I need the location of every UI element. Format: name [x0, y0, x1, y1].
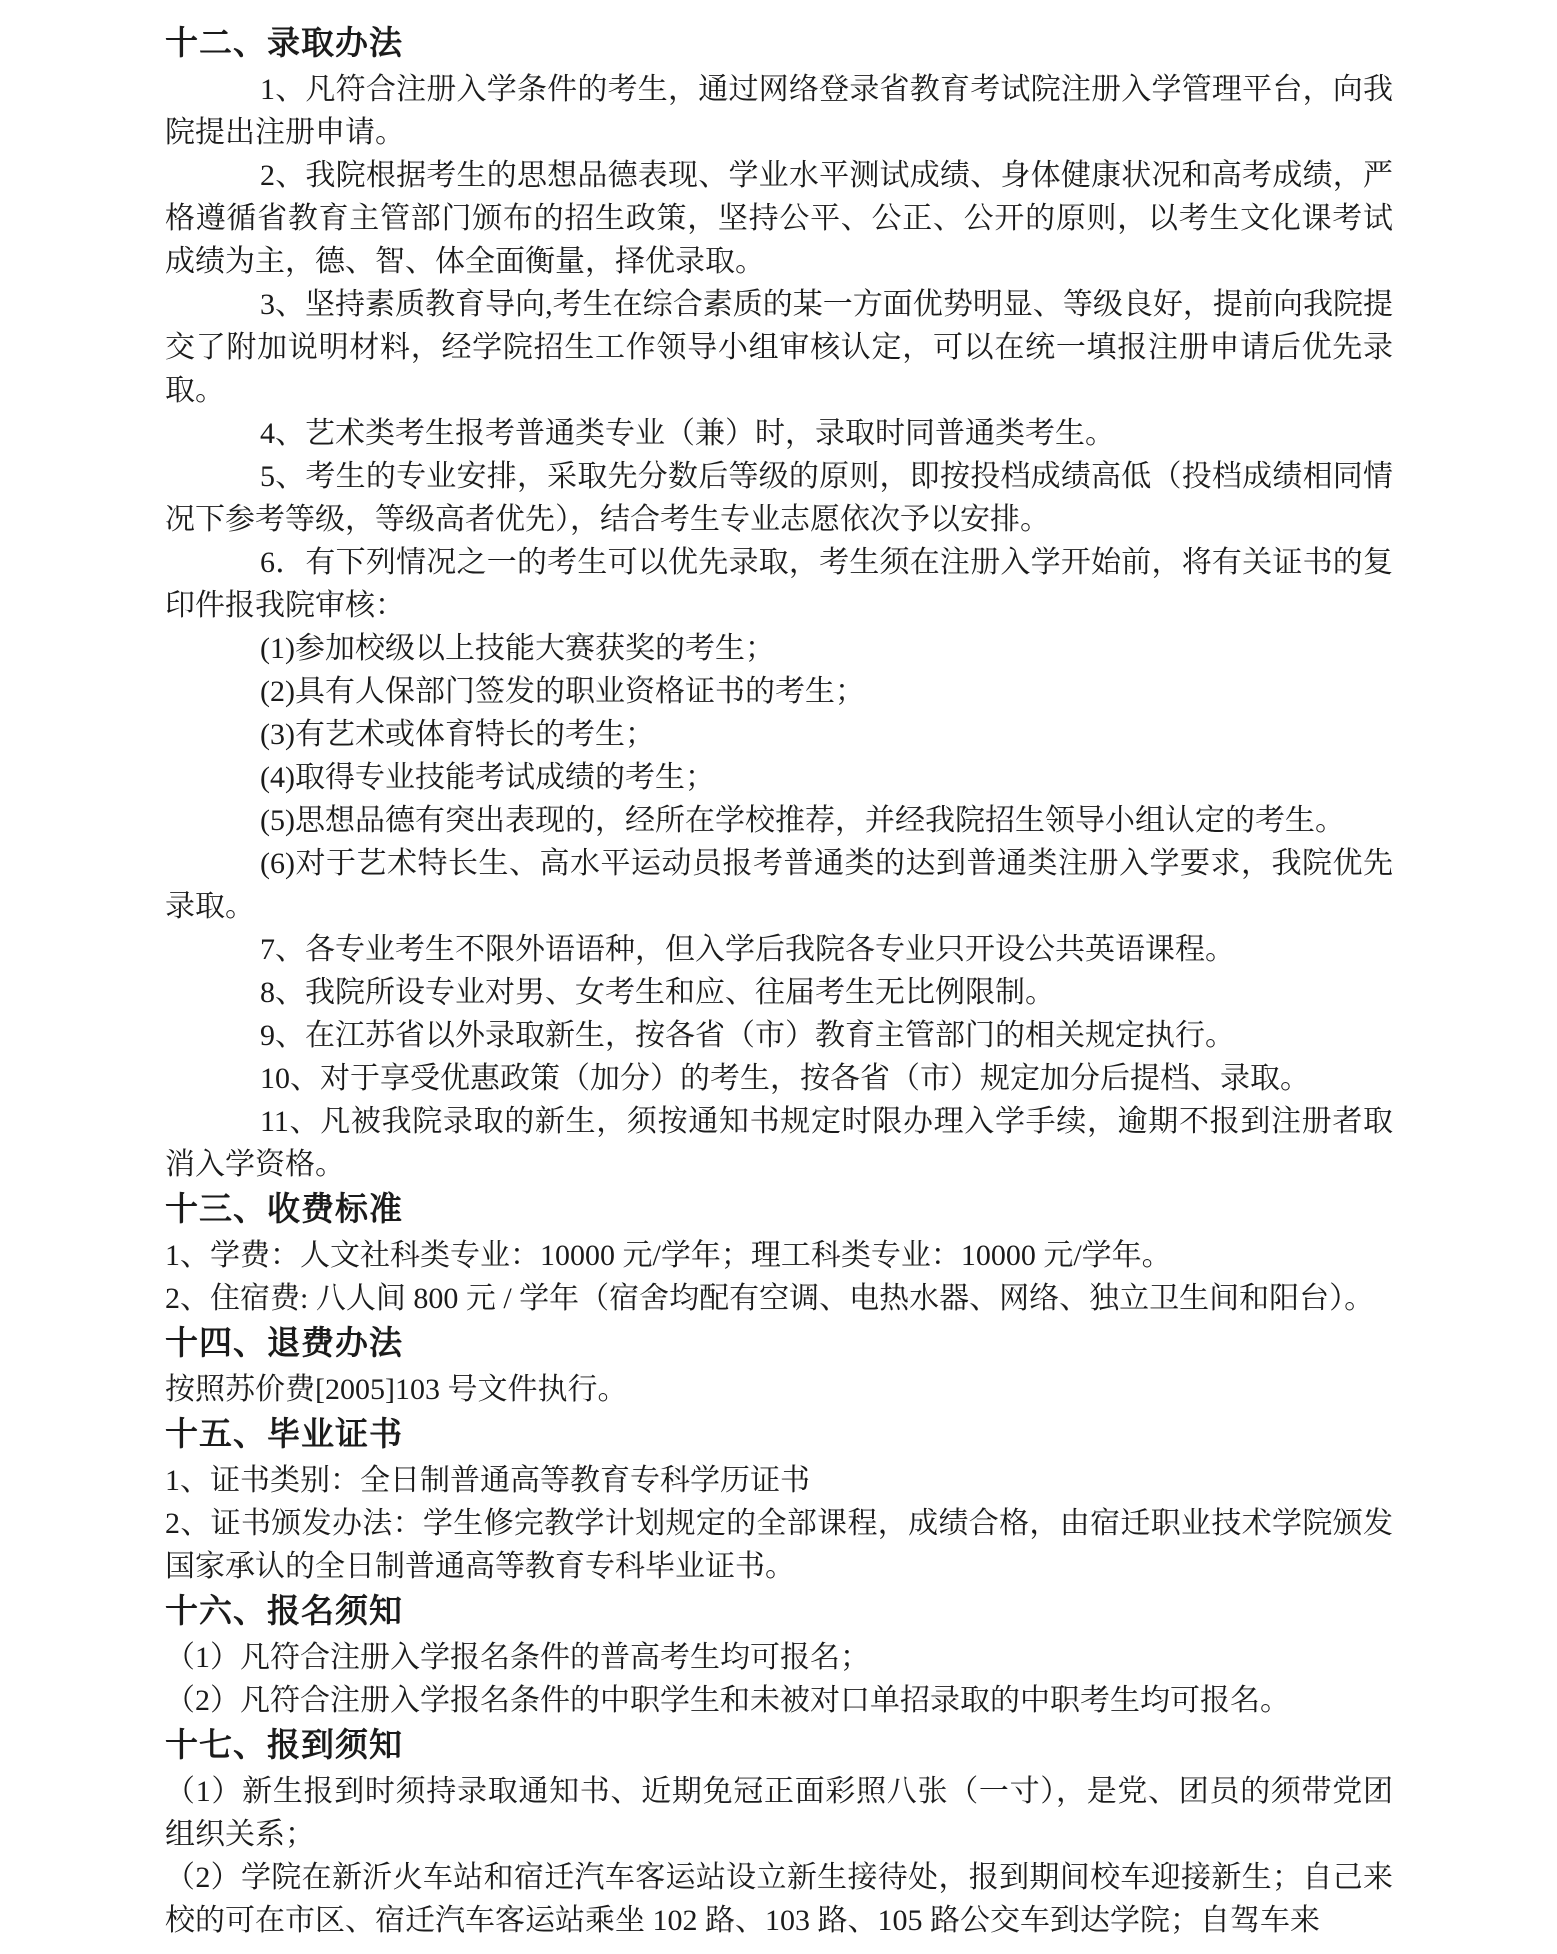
paragraph: 6．有下列情况之一的考生可以优先录取，考生须在注册入学开始前，将有关证书的复印件报我院审核： — [165, 546, 1393, 622]
section-heading: 十四、退费办法 — [165, 1326, 403, 1362]
section-heading: 十二、录取办法 — [165, 26, 403, 62]
document-section — [165, 1186, 1393, 1320]
paragraph: (6)对于艺术特长生、高水平运动员报考普通类的达到普通类注册入学要求，我院优先录取。 — [165, 847, 1393, 923]
paragraph: 5、考生的专业安排，采取先分数后等级的原则，即按投档成绩高低（投档成绩相同情况下参考等级，等级高者优先），结合考生专业志愿依次予以安排。 — [165, 460, 1393, 536]
section-heading: 十三、收费标准 — [165, 1192, 403, 1228]
section-heading: 十六、报名须知 — [165, 1594, 403, 1630]
paragraph: 7、各专业考生不限外语语种，但入学后我院各专业只开设公共英语课程。 — [260, 933, 1235, 966]
paragraph: 10、对于享受优惠政策（加分）的考生，按各省（市）规定加分后提档、录取。 — [260, 1062, 1310, 1095]
paragraph: (1)参加校级以上技能大赛获奖的考生； — [260, 632, 775, 665]
paragraph: 2、住宿费: 八人间 800 元 / 学年（宿舍均配有空调、电热水器、网络、独立卫生间和阳台）。 — [165, 1282, 1375, 1315]
paragraph: 1、凡符合注册入学条件的考生，通过网络登录省教育考试院注册入学管理平台，向我院提出注册申请。 — [165, 73, 1393, 149]
paragraph: 2、我院根据考生的思想品德表现、学业水平测试成绩、身体健康状况和高考成绩，严格遵循省教育主管部门颁布的招生政策，坚持公平、公正、公开的原则，以考生文化课考试成绩为主，德、智、体全面衡量，择优录取。 — [165, 159, 1393, 278]
paragraph: 9、在江苏省以外录取新生，按各省（市）教育主管部门的相关规定执行。 — [260, 1019, 1235, 1052]
paragraph: 1、证书类别：全日制普通高等教育专科学历证书 — [165, 1464, 810, 1497]
paragraph: 按照苏价费[2005]103 号文件执行。 — [165, 1373, 628, 1406]
paragraph: （2）学院在新沂火车站和宿迁汽车客运站设立新生接待处，报到期间校车迎接新生；自己来校的可在市区、宿迁汽车客运站乘坐 102 路、103 路、105 路公交车到达学院；自驾车来 — [165, 1861, 1393, 1937]
document-section — [165, 1411, 1393, 1588]
paragraph: 4、艺术类考生报考普通类专业（兼）时，录取时同普通类考生。 — [260, 417, 1115, 450]
paragraph: （1）凡符合注册入学报名条件的普高考生均可报名； — [165, 1641, 870, 1674]
paragraph: 1、学费：人文社科类专业：10000 元/学年；理工科类专业：10000 元/学年。 — [165, 1239, 1172, 1272]
paragraph: （2）凡符合注册入学报名条件的中职学生和未被对口单招录取的中职考生均可报名。 — [165, 1684, 1290, 1717]
paragraph: 2、证书颁发办法：学生修完教学计划规定的全部课程，成绩合格，由宿迁职业技术学院颁发国家承认的全日制普通高等教育专科毕业证书。 — [165, 1507, 1393, 1583]
paragraph: (3)有艺术或体育特长的考生； — [260, 718, 655, 751]
paragraph: 11、凡被我院录取的新生，须按通知书规定时限办理入学手续，逾期不报到注册者取消入学资格。 — [165, 1105, 1393, 1181]
paragraph: 8、我院所设专业对男、女考生和应、往届考生无比例限制。 — [260, 976, 1055, 1009]
section-heading: 十七、报到须知 — [165, 1728, 403, 1764]
document-section — [165, 1588, 1393, 1722]
paragraph: （1）新生报到时须持录取通知书、近期免冠正面彩照八张（一寸），是党、团员的须带党团组织关系； — [165, 1775, 1393, 1851]
document-section — [165, 1722, 1393, 1942]
document-content — [165, 20, 1393, 1942]
document-section — [165, 1320, 1393, 1411]
document-section — [165, 20, 1393, 1186]
paragraph: 3、坚持素质教育导向,考生在综合素质的某一方面优势明显、等级良好，提前向我院提交了附加说明材料，经学院招生工作领导小组审核认定，可以在统一填报注册申请后优先录取。 — [165, 288, 1393, 407]
paragraph: (5)思想品德有突出表现的，经所在学校推荐，并经我院招生领导小组认定的考生。 — [260, 804, 1345, 837]
paragraph: (2)具有人保部门签发的职业资格证书的考生； — [260, 675, 865, 708]
paragraph: (4)取得专业技能考试成绩的考生； — [260, 761, 715, 794]
section-heading: 十五、毕业证书 — [165, 1417, 403, 1453]
